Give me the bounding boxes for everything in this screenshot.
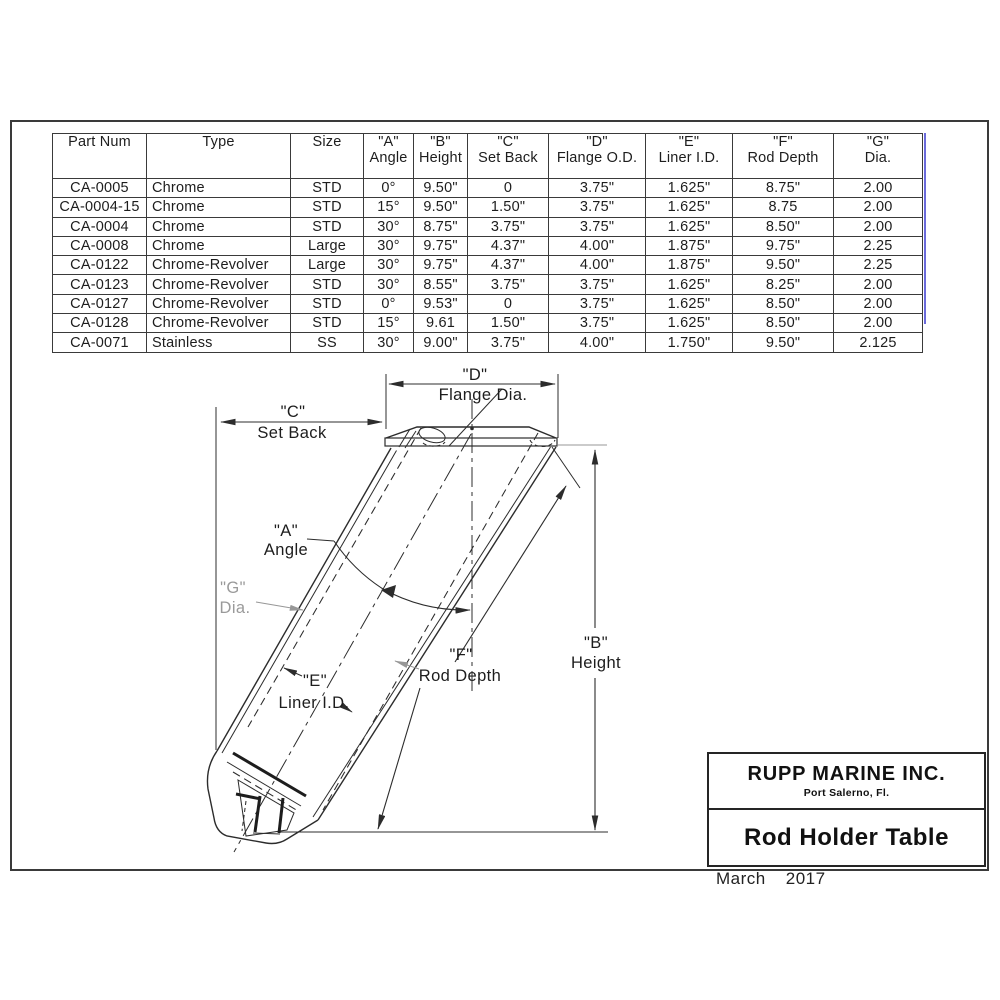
table-cell: 3.75" <box>468 217 549 236</box>
table-cell: STD <box>291 275 364 294</box>
label-f-letter: "F" <box>449 646 473 664</box>
table-cell: 2.00 <box>834 294 923 313</box>
table-cell: 8.50" <box>733 294 834 313</box>
table-cell: 30° <box>364 275 414 294</box>
table-cell: 2.00 <box>834 198 923 217</box>
table-cell: 1.625" <box>646 314 733 333</box>
table-cell: 1.625" <box>646 294 733 313</box>
table-cell: 9.50" <box>414 198 468 217</box>
column-header: "A" Angle <box>364 134 414 179</box>
table-cell: 2.25 <box>834 256 923 275</box>
label-f-name: Rod Depth <box>418 667 502 685</box>
label-e-letter: "E" <box>303 672 327 690</box>
dimension-rod-depth <box>378 447 580 829</box>
table-row <box>53 217 923 236</box>
table-cell: 0 <box>468 294 549 313</box>
rod-holder-spec-table <box>52 133 923 353</box>
table-cell: STD <box>291 179 364 198</box>
table-cell: 8.55" <box>414 275 468 294</box>
table-cell: CA-0004 <box>53 217 147 236</box>
label-d-letter: "D" <box>462 366 488 384</box>
date-month: March <box>716 869 766 888</box>
table-header-row <box>53 134 923 179</box>
column-header: Type <box>147 134 291 179</box>
table-cell: 9.75" <box>414 236 468 255</box>
callout-liner-id <box>279 668 352 712</box>
table-cell: 8.75" <box>414 217 468 236</box>
table-cell: 8.25" <box>733 275 834 294</box>
table-cell: Chrome-Revolver <box>147 314 291 333</box>
table-cell: 9.50" <box>733 333 834 352</box>
label-e-name: Liner I.D. <box>278 694 350 712</box>
table-cell: 1.625" <box>646 198 733 217</box>
table-cell: 1.625" <box>646 217 733 236</box>
table-cell: 1.875" <box>646 256 733 275</box>
column-header: "G" Dia. <box>834 134 923 179</box>
label-c-letter: "C" <box>280 403 306 421</box>
table-cell: 4.00" <box>549 236 646 255</box>
table-cell: 3.75" <box>549 275 646 294</box>
label-c-name: Set Back <box>257 424 327 442</box>
table-cell: 9.75" <box>733 236 834 255</box>
table-cell: 1.50" <box>468 198 549 217</box>
table-cell: 1.625" <box>646 275 733 294</box>
company-name: RUPP MARINE INC. <box>747 763 946 785</box>
table-cell: 0 <box>468 179 549 198</box>
table-cell: CA-0122 <box>53 256 147 275</box>
table-cell: 9.53" <box>414 294 468 313</box>
date-year: 2017 <box>785 869 826 888</box>
column-header: "C" Set Back <box>468 134 549 179</box>
table-cell: Stainless <box>147 333 291 352</box>
table-cell: CA-0127 <box>53 294 147 313</box>
label-d-name: Flange Dia. <box>438 386 528 404</box>
table-cell: Large <box>291 256 364 275</box>
table-cell: 1.750" <box>646 333 733 352</box>
table-cell: 30° <box>364 256 414 275</box>
table-cell: 15° <box>364 314 414 333</box>
table-cell: 8.75" <box>733 179 834 198</box>
company-location: Port Salerno, Fl. <box>803 787 890 799</box>
table-cell: 3.75" <box>549 217 646 236</box>
table-row <box>53 256 923 275</box>
table-row <box>53 198 923 217</box>
table-cell: CA-0005 <box>53 179 147 198</box>
table-cell: Chrome-Revolver <box>147 294 291 313</box>
tube-body <box>217 428 556 852</box>
column-header: "B" Height <box>414 134 468 179</box>
table-cell: STD <box>291 198 364 217</box>
label-b-name: Height <box>570 654 622 672</box>
table-cell: Chrome <box>147 236 291 255</box>
table-cell: 30° <box>364 333 414 352</box>
table-cell: 8.75 <box>733 198 834 217</box>
table-cell: 3.75" <box>549 179 646 198</box>
table-cell: Chrome-Revolver <box>147 256 291 275</box>
table-row <box>53 179 923 198</box>
table-cell: 9.50" <box>733 256 834 275</box>
tube-centerline <box>234 434 471 852</box>
liner-hidden-line-right <box>323 433 538 810</box>
table-cell: SS <box>291 333 364 352</box>
table-blue-edge-line <box>924 133 926 324</box>
table-cell: Chrome <box>147 217 291 236</box>
label-a-name: Angle <box>263 541 309 559</box>
table-cell: 2.00 <box>834 314 923 333</box>
table-cell: 1.875" <box>646 236 733 255</box>
table-cell: 3.75" <box>468 333 549 352</box>
callout-outer-dia <box>220 579 303 617</box>
table-cell: 1.50" <box>468 314 549 333</box>
table-cell: CA-0004-15 <box>53 198 147 217</box>
liner-hidden-line-left <box>248 428 421 727</box>
table-cell: 1.625" <box>646 179 733 198</box>
table-cell: 3.75" <box>549 314 646 333</box>
table-cell: 9.00" <box>414 333 468 352</box>
title-block <box>707 752 986 867</box>
table-cell: CA-0008 <box>53 236 147 255</box>
column-header: "E" Liner I.D. <box>646 134 733 179</box>
table-cell: 4.37" <box>468 256 549 275</box>
drawing-date <box>716 869 826 889</box>
drawing-title: Rod Holder Table <box>744 823 949 851</box>
title-block-title-section <box>709 810 984 865</box>
table-cell: 9.61 <box>414 314 468 333</box>
table-cell: 2.00 <box>834 179 923 198</box>
label-a-letter: "A" <box>274 522 298 540</box>
table-cell: 0° <box>364 294 414 313</box>
table-cell: 3.75" <box>549 294 646 313</box>
table-cell: 8.50" <box>733 314 834 333</box>
label-g-name: Dia. <box>219 599 251 617</box>
table-cell: Large <box>291 236 364 255</box>
table-cell: 4.37" <box>468 236 549 255</box>
table-cell: CA-0128 <box>53 314 147 333</box>
table-cell: STD <box>291 217 364 236</box>
table-row <box>53 236 923 255</box>
table-cell: Chrome <box>147 198 291 217</box>
column-header: Part Num <box>53 134 147 179</box>
table-cell: Chrome-Revolver <box>147 275 291 294</box>
table-row <box>53 314 923 333</box>
table-row <box>53 275 923 294</box>
label-b-letter: "B" <box>584 634 608 652</box>
table-cell: STD <box>291 294 364 313</box>
table-cell: 2.00 <box>834 217 923 236</box>
column-header: "F" Rod Depth <box>733 134 834 179</box>
table-cell: 3.75" <box>549 198 646 217</box>
bottom-cap <box>207 751 318 844</box>
label-g-letter: "G" <box>220 579 246 597</box>
dimension-angle <box>264 399 472 696</box>
table-cell: 30° <box>364 217 414 236</box>
table-cell: 3.75" <box>468 275 549 294</box>
table-cell: CA-0071 <box>53 333 147 352</box>
table-cell: 2.00 <box>834 275 923 294</box>
table-cell: STD <box>291 314 364 333</box>
table-cell: 0° <box>364 179 414 198</box>
table-row <box>53 333 923 352</box>
table-cell: 9.75" <box>414 256 468 275</box>
dimension-height <box>558 445 621 830</box>
table-cell: 9.50" <box>414 179 468 198</box>
table-cell: 8.50" <box>733 217 834 236</box>
title-block-company-section <box>709 754 984 810</box>
table-cell: 2.25 <box>834 236 923 255</box>
table-cell: 15° <box>364 198 414 217</box>
table-cell: 4.00" <box>549 256 646 275</box>
table-cell: CA-0123 <box>53 275 147 294</box>
table-row <box>53 294 923 313</box>
spec-table <box>52 133 923 353</box>
column-header: "D" Flange O.D. <box>549 134 646 179</box>
table-cell: 2.125 <box>834 333 923 352</box>
table-cell: 30° <box>364 236 414 255</box>
table-cell: Chrome <box>147 179 291 198</box>
table-cell: 4.00" <box>549 333 646 352</box>
column-header: Size <box>291 134 364 179</box>
